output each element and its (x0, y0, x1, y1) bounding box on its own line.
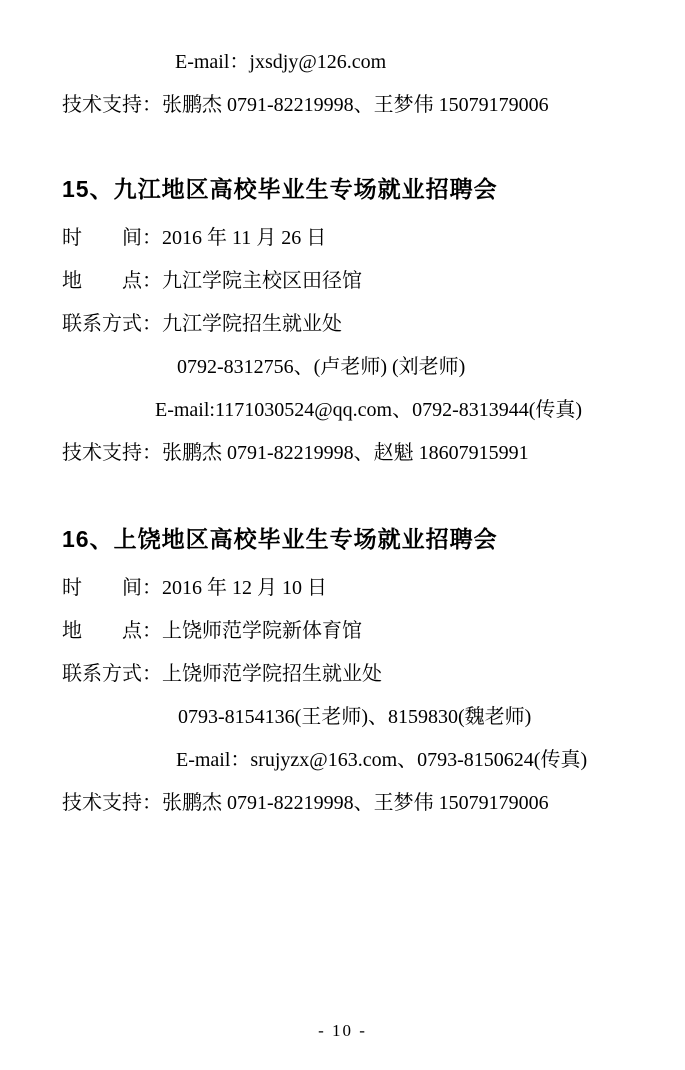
section-15-tech-support-line: 技术支持：张鹏杰 0791-82219998、赵魁 18607915991 (62, 442, 529, 464)
section-16-contact-line: 联系方式：上饶师范学院招生就业处 (62, 663, 382, 685)
intro-tech-support-line: 技术支持：张鹏杰 0791-82219998、王梦伟 15079179006 (62, 94, 549, 116)
section-15-phone-line: 0792-8312756、(卢老师) (刘老师) (177, 356, 466, 378)
section-15-details (62, 217, 677, 475)
section-16-time-line: 时 间：2016 年 12 月 10 日 (62, 577, 327, 599)
intro-email-line: E-mail：jxsdjy@126.com (175, 51, 387, 73)
section-15-time-line: 时 间：2016 年 11 月 26 日 (62, 227, 327, 249)
section-16-location-line: 地 点：上饶师范学院新体育馆 (62, 620, 362, 642)
section-16-email-line: E-mail：srujyzx@163.com、0793-8150624(传真) (176, 749, 588, 771)
section-16-heading: 16、上饶地区高校毕业生专场就业招聘会 (62, 526, 498, 552)
section-15-heading: 15、九江地区高校毕业生专场就业招聘会 (62, 176, 498, 202)
section-15-location-line: 地 点：九江学院主校区田径馆 (62, 270, 362, 292)
section-16-tech-support-line: 技术支持：张鹏杰 0791-82219998、王梦伟 15079179006 (62, 792, 549, 814)
section-15-email-line: E-mail:1171030524@qq.com、0792-8313944(传真) (155, 399, 583, 421)
section-16-details (62, 567, 677, 825)
page-number: - 10 - (318, 1021, 367, 1040)
section-15-contact-line: 联系方式：九江学院招生就业处 (62, 313, 342, 335)
section-16-phone-line: 0793-8154136(王老师)、8159830(魏老师) (178, 706, 532, 728)
section-16 (62, 518, 677, 825)
section-15 (62, 168, 677, 475)
intro-contact-block (62, 41, 677, 127)
